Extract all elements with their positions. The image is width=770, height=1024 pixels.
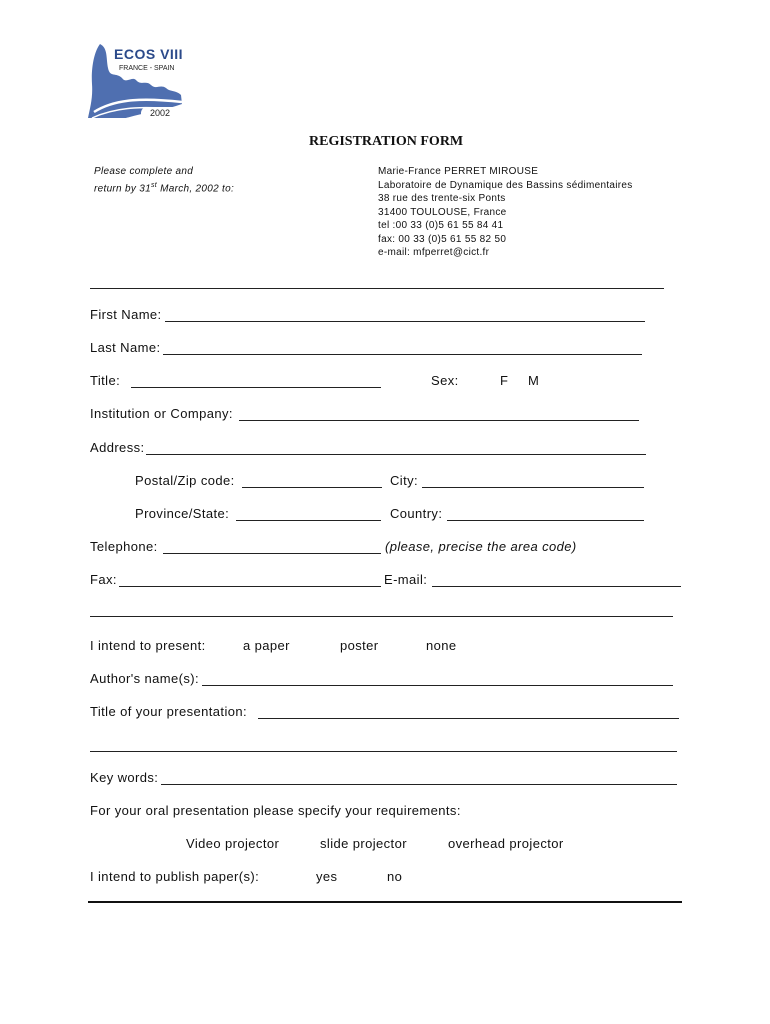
- last-name-label: Last Name:: [90, 340, 161, 355]
- contact-city: 31400 TOULOUSE, France: [378, 206, 507, 218]
- req-option-overhead[interactable]: overhead projector: [448, 836, 564, 851]
- email-label: E-mail:: [384, 572, 428, 587]
- separator-middle: [90, 616, 673, 617]
- pres-title-label: Title of your presentation:: [90, 704, 248, 719]
- title-field[interactable]: [131, 387, 381, 388]
- sex-option-m[interactable]: M: [528, 373, 540, 388]
- province-field[interactable]: [236, 520, 381, 521]
- authors-field[interactable]: [202, 685, 673, 686]
- present-option-paper[interactable]: a paper: [243, 638, 290, 653]
- publish-option-no[interactable]: no: [387, 869, 403, 884]
- instructions: [94, 165, 234, 195]
- postal-label: Postal/Zip code:: [135, 473, 235, 488]
- logo-title: ECOS VIII: [114, 46, 184, 62]
- contact-fax: fax: 00 33 (0)5 61 55 82 50: [378, 233, 507, 245]
- present-option-none[interactable]: none: [426, 638, 457, 653]
- present-label: I intend to present:: [90, 638, 206, 653]
- province-label: Province/State:: [135, 506, 230, 521]
- form-title: REGISTRATION FORM: [309, 134, 464, 149]
- separator-top: [90, 288, 664, 289]
- telephone-label: Telephone:: [90, 539, 158, 554]
- contact-block: [378, 165, 633, 260]
- instructions-line1: Please complete and: [94, 166, 194, 177]
- country-label: Country:: [390, 506, 443, 521]
- publish-option-yes[interactable]: yes: [316, 869, 338, 884]
- contact-street: 38 rue des trente-six Ponts: [378, 193, 506, 204]
- fax-label: Fax:: [90, 572, 117, 587]
- fax-field[interactable]: [119, 586, 381, 587]
- telephone-field[interactable]: [163, 553, 381, 554]
- logo-year: 2002: [150, 108, 171, 118]
- country-field[interactable]: [447, 520, 644, 521]
- instructions-tail: March, 2002 to:: [157, 182, 235, 194]
- keywords-label: Key words:: [90, 770, 159, 785]
- keywords-field[interactable]: [161, 784, 677, 785]
- present-option-poster[interactable]: poster: [340, 638, 379, 653]
- title-label: Title:: [90, 373, 121, 388]
- area-code-note: (please, precise the area code): [385, 539, 577, 554]
- sex-label: Sex:: [431, 373, 459, 388]
- req-option-video[interactable]: Video projector: [186, 836, 280, 851]
- postal-field[interactable]: [242, 487, 382, 488]
- instructions-line2: [94, 179, 234, 196]
- email-field[interactable]: [432, 586, 681, 587]
- pres-title-field-2[interactable]: [90, 751, 677, 752]
- contact-lab: Laboratoire de Dynamique des Bassins sédimentaires: [378, 179, 633, 191]
- institution-label: Institution or Company:: [90, 406, 233, 421]
- instructions-date-suffix: st: [150, 181, 158, 189]
- authors-label: Author's name(s):: [90, 671, 199, 686]
- contact-name: Marie-France PERRET MIROUSE: [378, 166, 539, 177]
- pres-title-field[interactable]: [258, 718, 679, 719]
- requirements-label: For your oral presentation please specify your requirements:: [90, 803, 461, 818]
- req-option-slide[interactable]: slide projector: [320, 836, 407, 851]
- publish-label: I intend to publish paper(s):: [90, 869, 260, 884]
- city-field[interactable]: [422, 487, 644, 488]
- instructions-date: return by 31: [94, 182, 151, 194]
- logo: [86, 40, 186, 122]
- last-name-field[interactable]: [163, 354, 642, 355]
- contact-email: e-mail: mfperret@cict.fr: [378, 247, 490, 258]
- first-name-field[interactable]: [165, 321, 645, 322]
- contact-tel: tel :00 33 (0)5 61 55 84 41: [378, 220, 504, 231]
- first-name-label: First Name:: [90, 307, 162, 322]
- logo-subtitle: FRANCE - SPAIN: [119, 65, 175, 72]
- separator-bottom: [88, 901, 682, 903]
- city-label: City:: [390, 473, 418, 488]
- sex-option-f[interactable]: F: [500, 373, 509, 388]
- address-label: Address:: [90, 440, 145, 455]
- institution-field[interactable]: [239, 420, 639, 421]
- address-field[interactable]: [146, 454, 646, 455]
